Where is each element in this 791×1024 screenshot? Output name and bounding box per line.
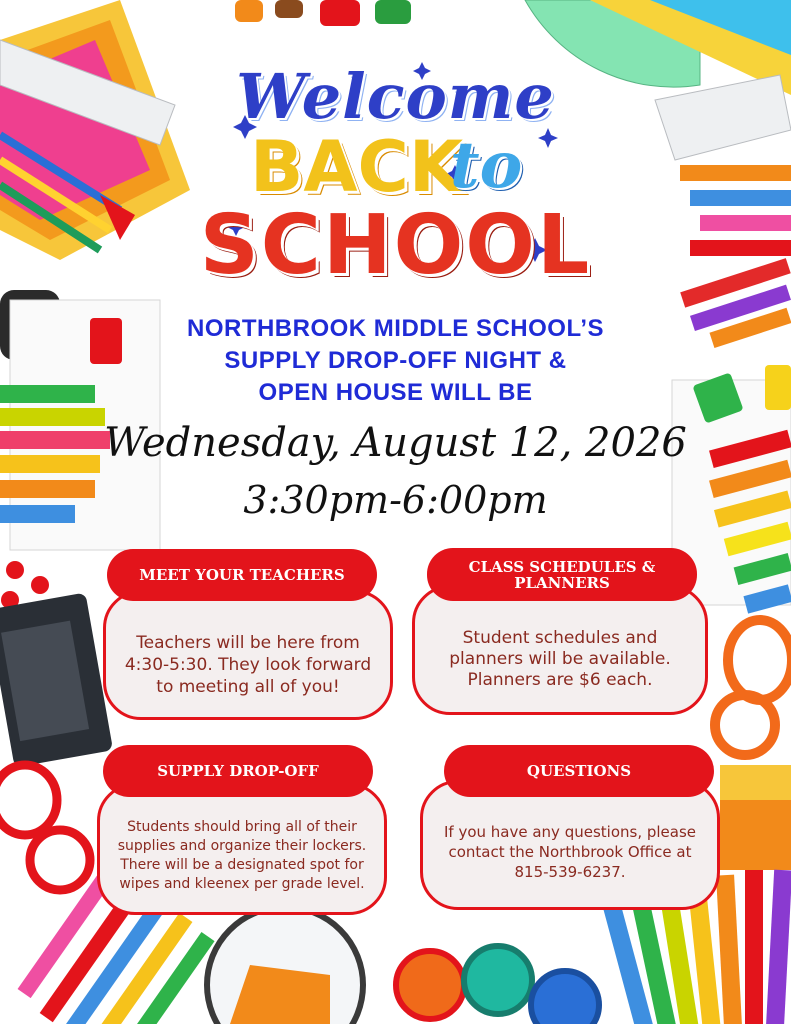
questions-card-body: If you have any questions, please contact the Northbrook Office at 815-539-6237. [443,823,697,881]
announcement-line: SUPPLY DROP-OFF NIGHT & [224,347,567,374]
questions-card [420,780,720,910]
announcement [0,313,791,409]
to-word: to [450,128,523,203]
dropoff-card-body: Students should bring all of their supplies and organize their lockers. There will be a designated spot for wipes and kleenex per grade level. [117,819,367,892]
paint-pots-icon [396,946,599,1024]
announcement-line: NORTHBROOK MIDDLE SCHOOL’S [186,315,604,342]
announcement-line: OPEN HOUSE WILL BE [258,379,533,406]
schedules-card-body: Student schedules and planners will be available. Planners are $6 each. [449,627,671,690]
scissors-icon [715,620,791,870]
questions-card-title: QUESTIONS [444,745,714,797]
schedules-card [412,585,708,715]
event-date: Wednesday, August 12, 2026 [104,420,687,466]
teachers-card-title: MEET YOUR TEACHERS [107,549,377,601]
schedules-card-title: CLASS SCHEDULES & PLANNERS [427,548,697,601]
dropoff-card-title: SUPPLY DROP-OFF [103,745,373,797]
back-word: BACK [250,126,464,208]
magnifier-icon [207,907,363,1024]
event-time: 3:30pm-6:00pm [243,478,548,522]
school-heading: SCHOOL [199,198,592,293]
welcome-heading: Welcome [236,60,555,133]
scissors-icon [0,765,90,890]
teachers-card-body: Teachers will be here from 4:30-5:30. They look forward to meeting all of you! [124,633,372,697]
calculator-icon [0,593,113,768]
markers-icon [235,0,411,26]
dropoff-card [97,783,387,915]
back-to-heading [0,126,791,206]
teachers-card [103,590,393,720]
